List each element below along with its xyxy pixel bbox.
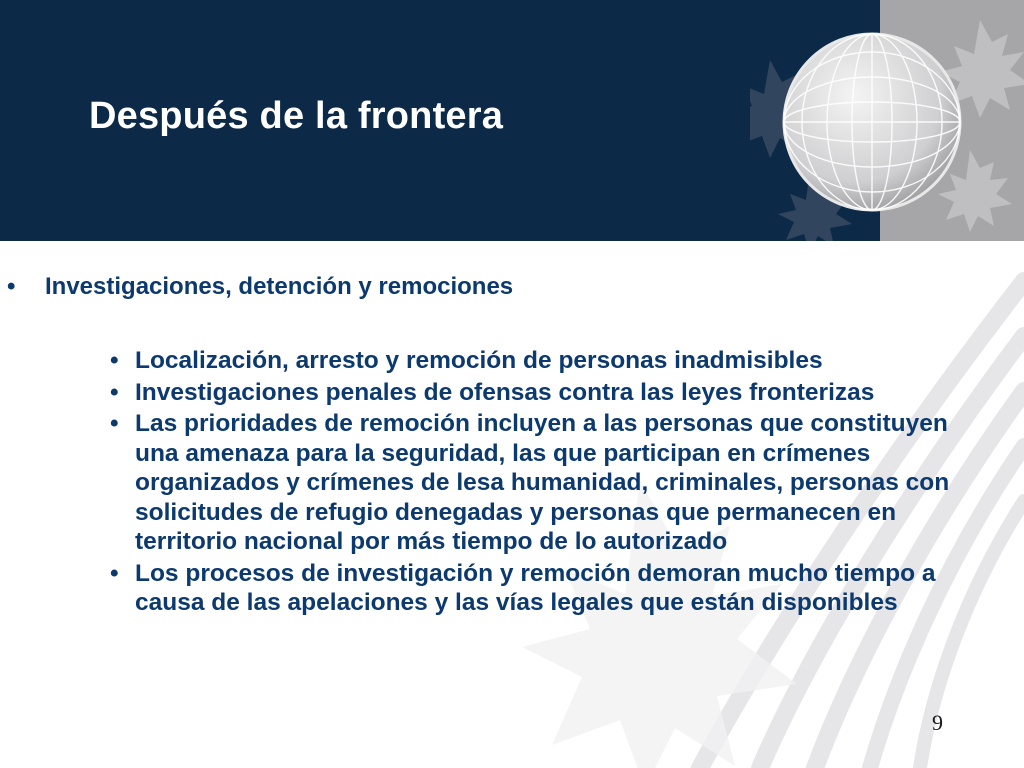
sub-bullet-item	[110, 346, 995, 376]
bullet-dot: •	[110, 378, 119, 406]
sub-bullet-item	[110, 378, 995, 408]
sub-bullet-text: Localización, arresto y remoción de personas inadmisibles	[135, 347, 823, 374]
bullet-dot: •	[7, 273, 16, 300]
main-bullet	[7, 272, 945, 301]
main-bullet-text: Investigaciones, detención y remociones	[45, 273, 514, 300]
bullet-dot: •	[110, 559, 119, 587]
sub-bullet-item	[110, 559, 995, 618]
sub-bullet-text: Investigaciones penales de ofensas contra las leyes fronterizas	[135, 378, 875, 406]
bullet-dot: •	[110, 347, 119, 374]
slide-title: Después de la frontera	[89, 95, 504, 137]
sub-bullet-list	[110, 346, 995, 620]
sub-bullet-item	[110, 409, 995, 557]
sub-bullet-text: Las prioridades de remoción incluyen a las personas que constituyen una amenaza para la seguridad, las que participan en crímenes organizados y crímenes de lesa humanidad, criminales, personas con solicitudes de refugio denegadas y personas que permanecen en territorio nacional por más tiempo de lo autorizado	[135, 410, 950, 555]
sub-bullet-text: Los procesos de investigación y remoción demoran mucho tiempo a causa de las apelaciones y las vías legales que están disponibles	[135, 559, 936, 616]
globe-maple-leaf-icon	[750, 0, 1024, 241]
bullet-dot: •	[110, 410, 119, 437]
page-number: 9	[932, 710, 943, 735]
